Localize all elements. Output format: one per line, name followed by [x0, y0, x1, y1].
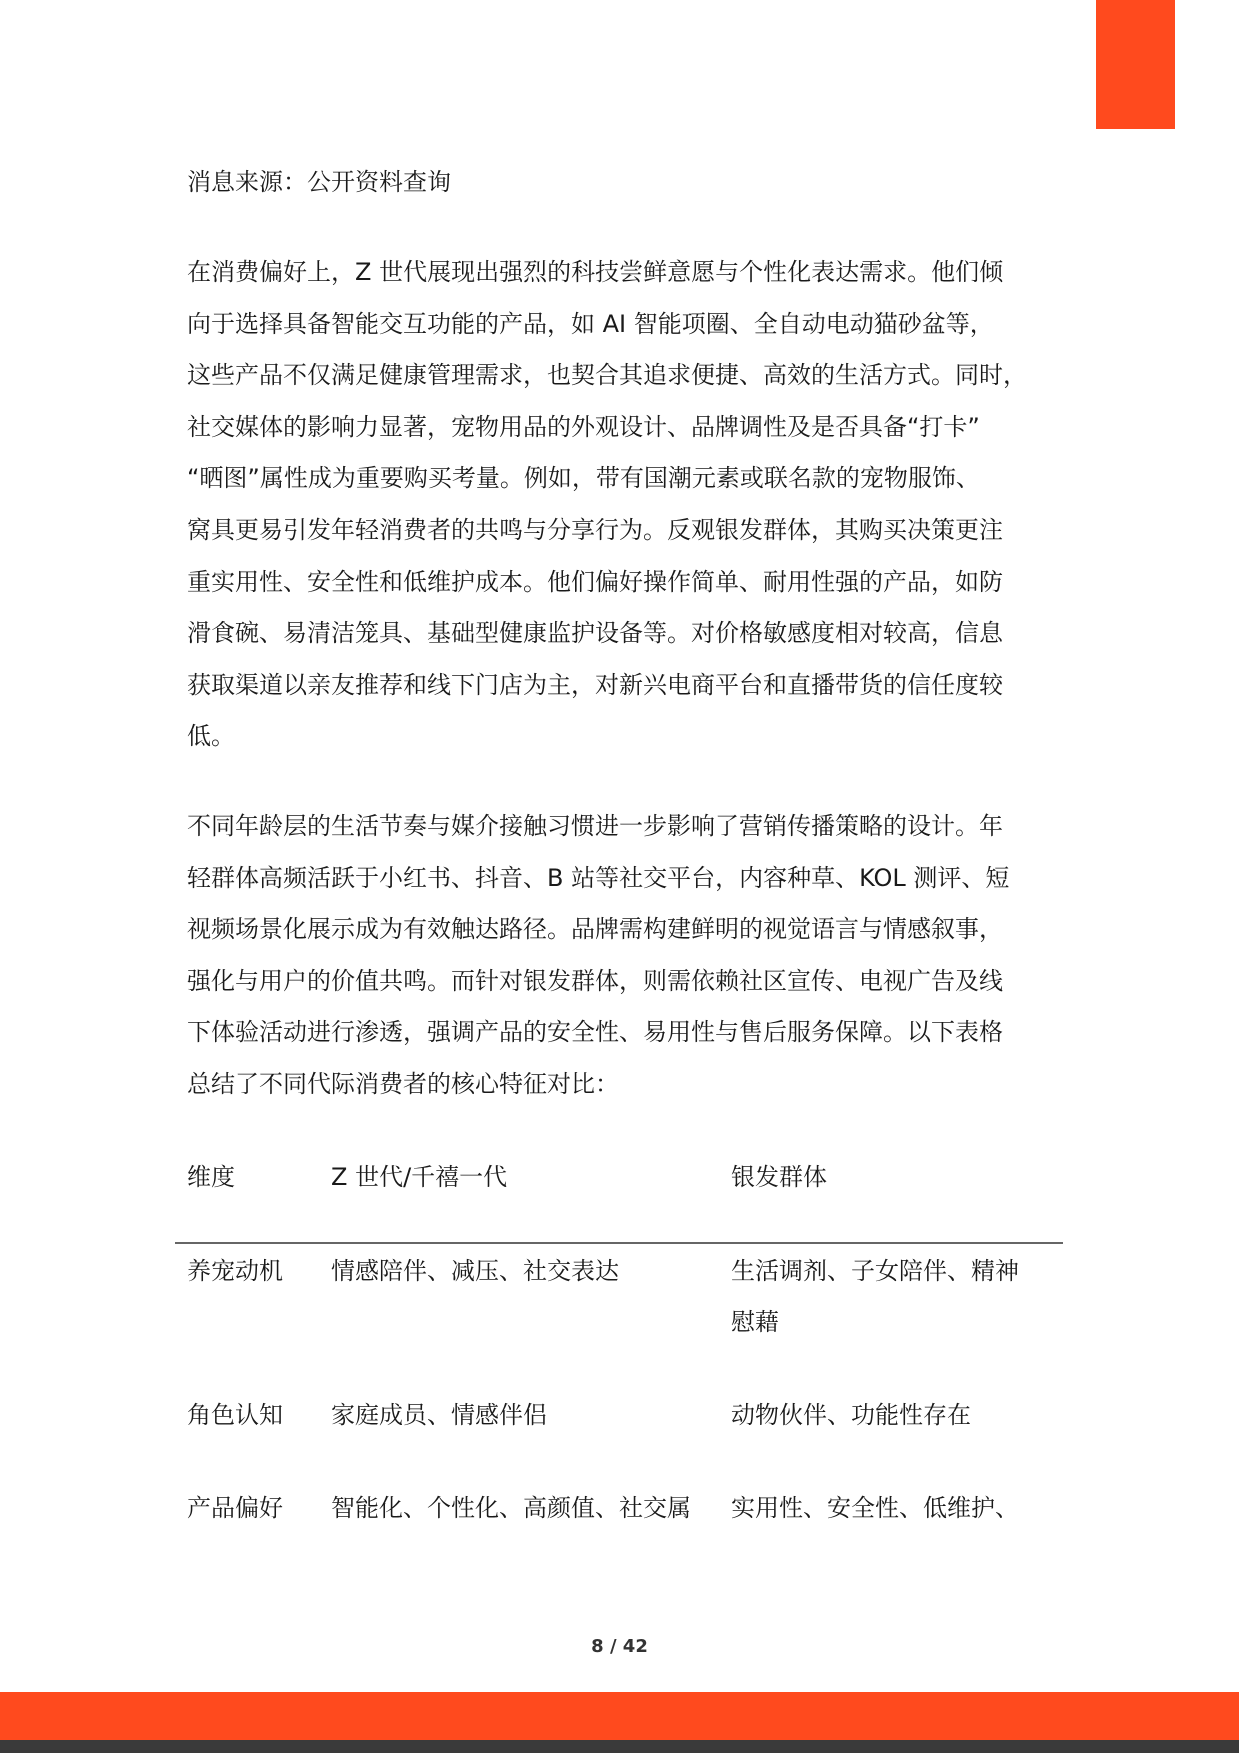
text-line: 这些产品不仅满足健康管理需求，也契合其追求便捷、高效的生活方式。同时， — [187, 361, 1027, 390]
text-line: 不同年龄层的生活节奏与媒介接触习惯进一步影响了营销传播策略的设计。年 — [187, 812, 1003, 840]
table-header-dimension: 维度 — [187, 1163, 235, 1191]
table-cell-gen-z: 情感陪伴、减压、社交表达 — [331, 1257, 619, 1285]
text-line: 低。 — [187, 722, 235, 751]
table-cell-silver: 生活调剂、子女陪伴、精神 — [731, 1257, 1019, 1285]
text-line: 在消费偏好上，Z 世代展现出强烈的科技尝鲜意愿与个性化表达需求。他们倾 — [187, 258, 1004, 286]
text-line: 获取渠道以亲友推荐和线下门店为主，对新兴电商平台和直播带货的信任度较 — [187, 670, 1003, 699]
table-cell-dimension: 产品偏好 — [187, 1494, 283, 1522]
table-cell-silver: 实用性、安全性、低维护、 — [731, 1494, 1019, 1522]
table-cell-silver: 动物伙伴、功能性存在 — [731, 1401, 971, 1429]
table-cell-dimension: 养宠动机 — [187, 1257, 283, 1285]
table-cell-gen-z: 智能化、个性化、高颜值、社交属 — [331, 1494, 691, 1522]
footer-accent-bar — [0, 1692, 1239, 1740]
corner-accent-tab — [1096, 0, 1175, 129]
text-line: “晒图”属性成为重要购买考量。例如，带有国潮元素或联名款的宠物服饰、 — [187, 464, 980, 493]
table-header-divider — [175, 1242, 1063, 1244]
source-line: 消息来源：公开资料查询 — [187, 168, 451, 196]
text-line: 视频场景化展示成为有效触达路径。品牌需构建鲜明的视觉语言与情感叙事， — [187, 915, 1003, 944]
text-line: 下体验活动进行渗透，强调产品的安全性、易用性与售后服务保障。以下表格 — [187, 1018, 1003, 1047]
table-cell-silver-cont: 慰藉 — [731, 1308, 779, 1336]
text-line: 总结了不同代际消费者的核心特征对比： — [187, 1069, 619, 1098]
table-header-gen-z: Z 世代/千禧一代 — [331, 1163, 508, 1191]
text-line: 重实用性、安全性和低维护成本。他们偏好操作简单、耐用性强的产品，如防 — [187, 567, 1003, 596]
paragraph-consumption-preference — [187, 247, 1057, 763]
table-header-silver: 银发群体 — [731, 1163, 827, 1191]
text-line: 滑食碗、易清洁笼具、基础型健康监护设备等。对价格敏感度相对较高，信息 — [187, 619, 1003, 648]
text-line: 社交媒体的影响力显著，宠物用品的外观设计、品牌调性及是否具备“打卡” — [187, 412, 980, 441]
table-cell-dimension: 角色认知 — [187, 1401, 283, 1429]
text-line: 向于选择具备智能交互功能的产品，如 AI 智能项圈、全自动电动猫砂盆等， — [187, 309, 994, 338]
text-line: 强化与用户的价值共鸣。而针对银发群体，则需依赖社区宣传、电视广告及线 — [187, 966, 1003, 995]
page-number: 8 / 42 — [591, 1636, 648, 1657]
paragraph-marketing-strategy — [187, 801, 1057, 1111]
footer-dark-strip — [0, 1740, 1239, 1753]
table-cell-gen-z: 家庭成员、情感伴侣 — [331, 1401, 547, 1429]
text-line: 轻群体高频活跃于小红书、抖音、B 站等社交平台，内容种草、KOL 测评、短 — [187, 863, 1010, 892]
text-line: 窝具更易引发年轻消费者的共鸣与分享行为。反观银发群体，其购买决策更注 — [187, 515, 1003, 544]
